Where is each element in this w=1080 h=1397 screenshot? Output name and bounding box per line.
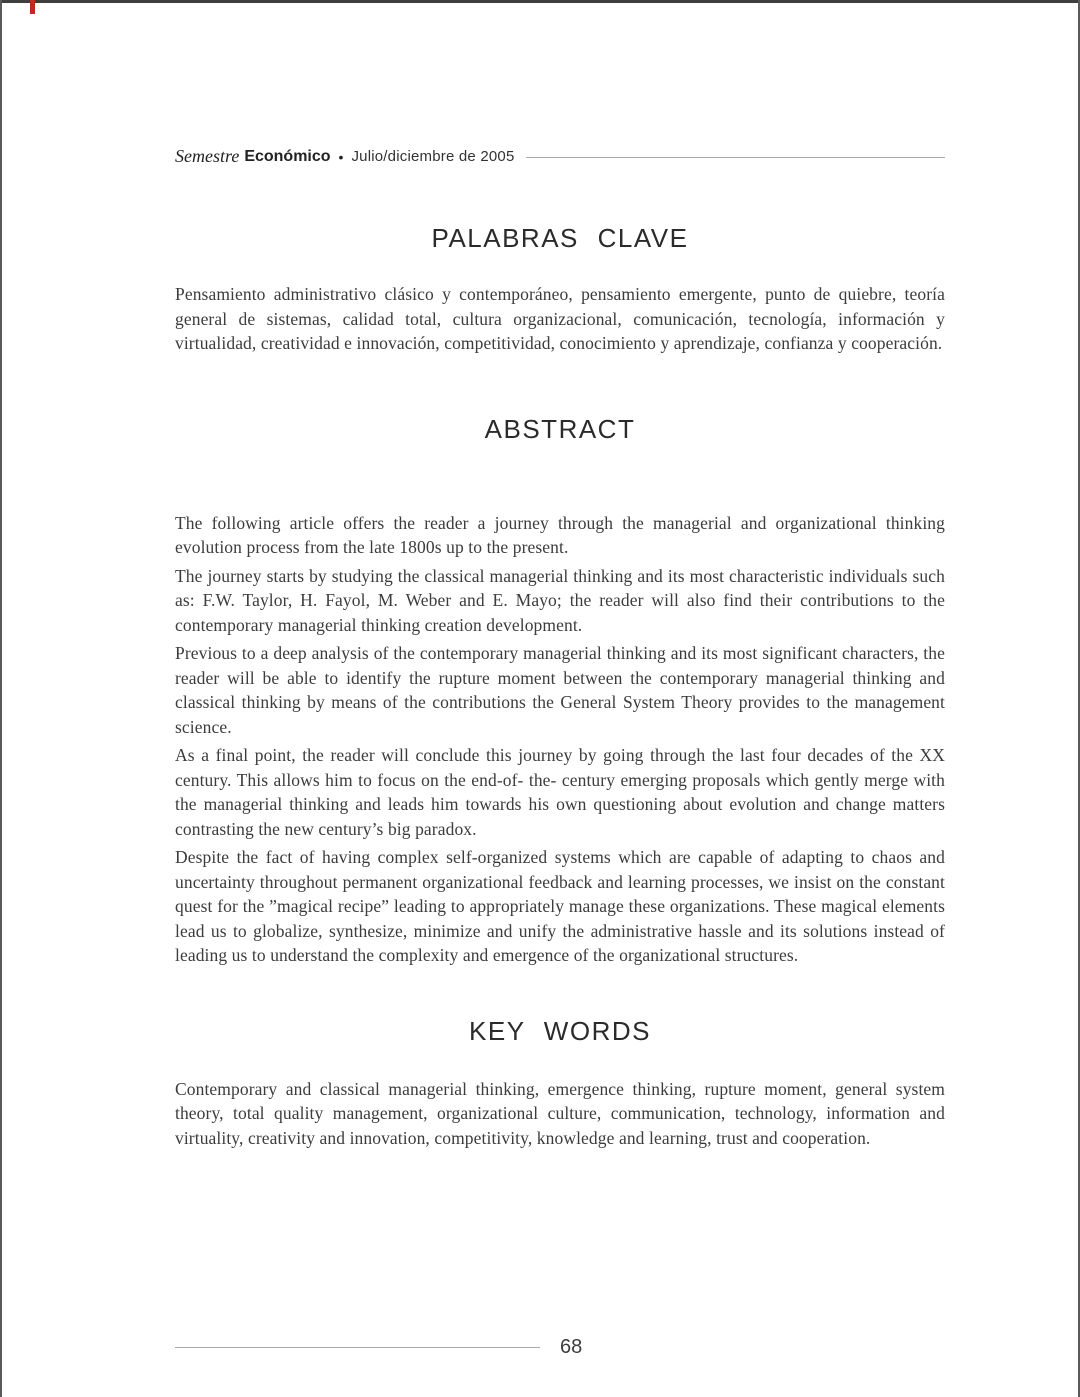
palabras-clave-paragraph: Pensamiento administrativo clásico y contemporáneo, pensamiento emergente, punto de quiebre, teoría general de sistemas, calidad total, cultura organizacional, comunicación, tecnología, información y virtualidad, creatividad e innovación, competitividad, conocimiento y aprendizaje, confianza y cooperación.	[175, 284, 945, 353]
page-border-left	[0, 0, 2, 1397]
abstract-paragraph: Previous to a deep analysis of the contemporary managerial thinking and its most significant characters, the reader will be able to identify the rupture moment between the contemporary managerial thinking and classical thinking by means of the contributions the General System Theory provides to the management science.	[175, 643, 945, 737]
page-content	[175, 0, 945, 1150]
header-rule	[526, 157, 945, 158]
issue-date: Julio/diciembre de 2005	[351, 148, 515, 165]
red-registration-mark	[30, 0, 35, 14]
footer-rule	[175, 1347, 540, 1348]
abstract-paragraph: As a final point, the reader will conclude this journey by going through the last four decades of the XX century. This allows him to focus on the end-of- the- century emerging proposals which gently merge with the managerial thinking and leads him towards his own questioning about evolution and change matters contrasting the new century’s big paradox.	[175, 745, 945, 839]
abstract-paragraph: The following article offers the reader a journey through the managerial and organizational thinking evolution process from the late 1800s up to the present.	[175, 512, 945, 557]
abstract-body	[175, 511, 945, 968]
abstract-paragraph: The journey starts by studying the classical managerial thinking and its most characteristic individuals such as: F.W. Taylor, H. Fayol, M. Weber and E. Mayo; the reader will also find their contributions to the contemporary managerial thinking creation development.	[175, 565, 945, 635]
journal-name-italic: Semestre	[175, 146, 240, 166]
key-words-paragraph: Contemporary and classical managerial thinking, emergence thinking, rupture moment, general system theory, total quality management, organizational culture, communication, technology, information and virtuality, creativity and innovation, competitivity, knowledge and learning, trust and cooperation.	[175, 1078, 945, 1148]
section-title-palabras-clave: PALABRAS CLAVE	[431, 223, 689, 253]
section-title-abstract: ABSTRACT	[484, 413, 636, 444]
page-footer	[175, 1336, 945, 1359]
running-header	[175, 146, 945, 167]
header-bullet-separator: •	[338, 148, 344, 165]
page-number: 68	[560, 1336, 583, 1358]
section-title-key-words: KEY WORDS	[469, 1015, 651, 1046]
abstract-paragraph: Despite the fact of having complex self-organized systems which are capable of adapting to chaos and uncertainty throughout permanent organizational feedback and learning processes, we insist on the constant quest for the ”magical recipe” leading to appropriately manage these organizations. These magical elements lead us to globalize, synthesize, minimize and unify the administrative hassle and its solutions instead of leading us to understand the complexity and emergence of the organizational structures.	[175, 847, 945, 965]
journal-name-bold: Económico	[244, 147, 331, 165]
